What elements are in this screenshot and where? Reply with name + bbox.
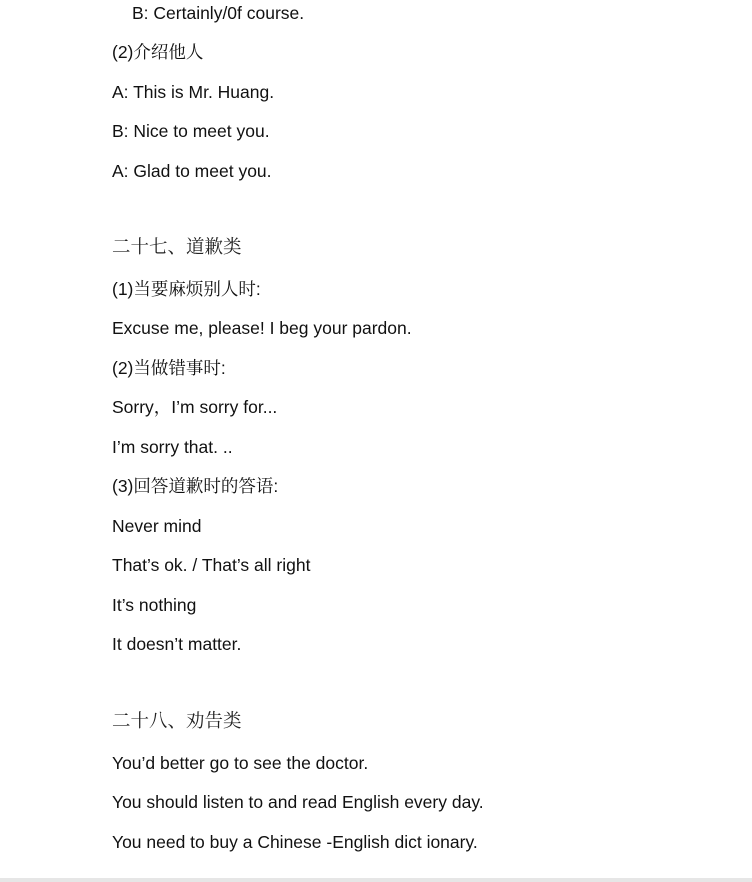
subsection-label: (1)当要麻烦别人时:	[112, 279, 261, 299]
phrase-line: Sorry，I’m sorry for...	[112, 397, 278, 417]
subsection-label: (3)回答道歉时的答语:	[112, 476, 279, 496]
phrase-line: Never mind	[112, 516, 202, 536]
section-heading: 二十七、道歉类	[112, 237, 242, 258]
page-bottom-edge	[0, 878, 752, 882]
phrase-line: It’s nothing	[112, 595, 197, 615]
dialogue-line: B: Nice to meet you.	[112, 121, 270, 141]
subsection-label: (2)当做错事时:	[112, 358, 226, 378]
phrase-line: Excuse me, please! I beg your pardon.	[112, 318, 412, 338]
dialogue-line: A: This is Mr. Huang.	[112, 82, 275, 102]
section-heading: 二十八、劝告类	[112, 711, 242, 732]
phrase-line: I’m sorry that. ..	[112, 437, 233, 457]
phrase-line: You’d better go to see the doctor.	[112, 753, 369, 773]
phrase-line: You should listen to and read English every day.	[112, 792, 484, 812]
phrase-line: That’s ok. / That’s all right	[112, 555, 311, 575]
subsection-label: (2)介绍他人	[112, 42, 204, 62]
dialogue-line: B: Certainly/0f course.	[132, 3, 305, 23]
phrase-line: You need to buy a Chinese -English dict ionary.	[112, 832, 478, 852]
dialogue-line: A: Glad to meet you.	[112, 161, 272, 181]
phrase-line: It doesn’t matter.	[112, 634, 242, 654]
